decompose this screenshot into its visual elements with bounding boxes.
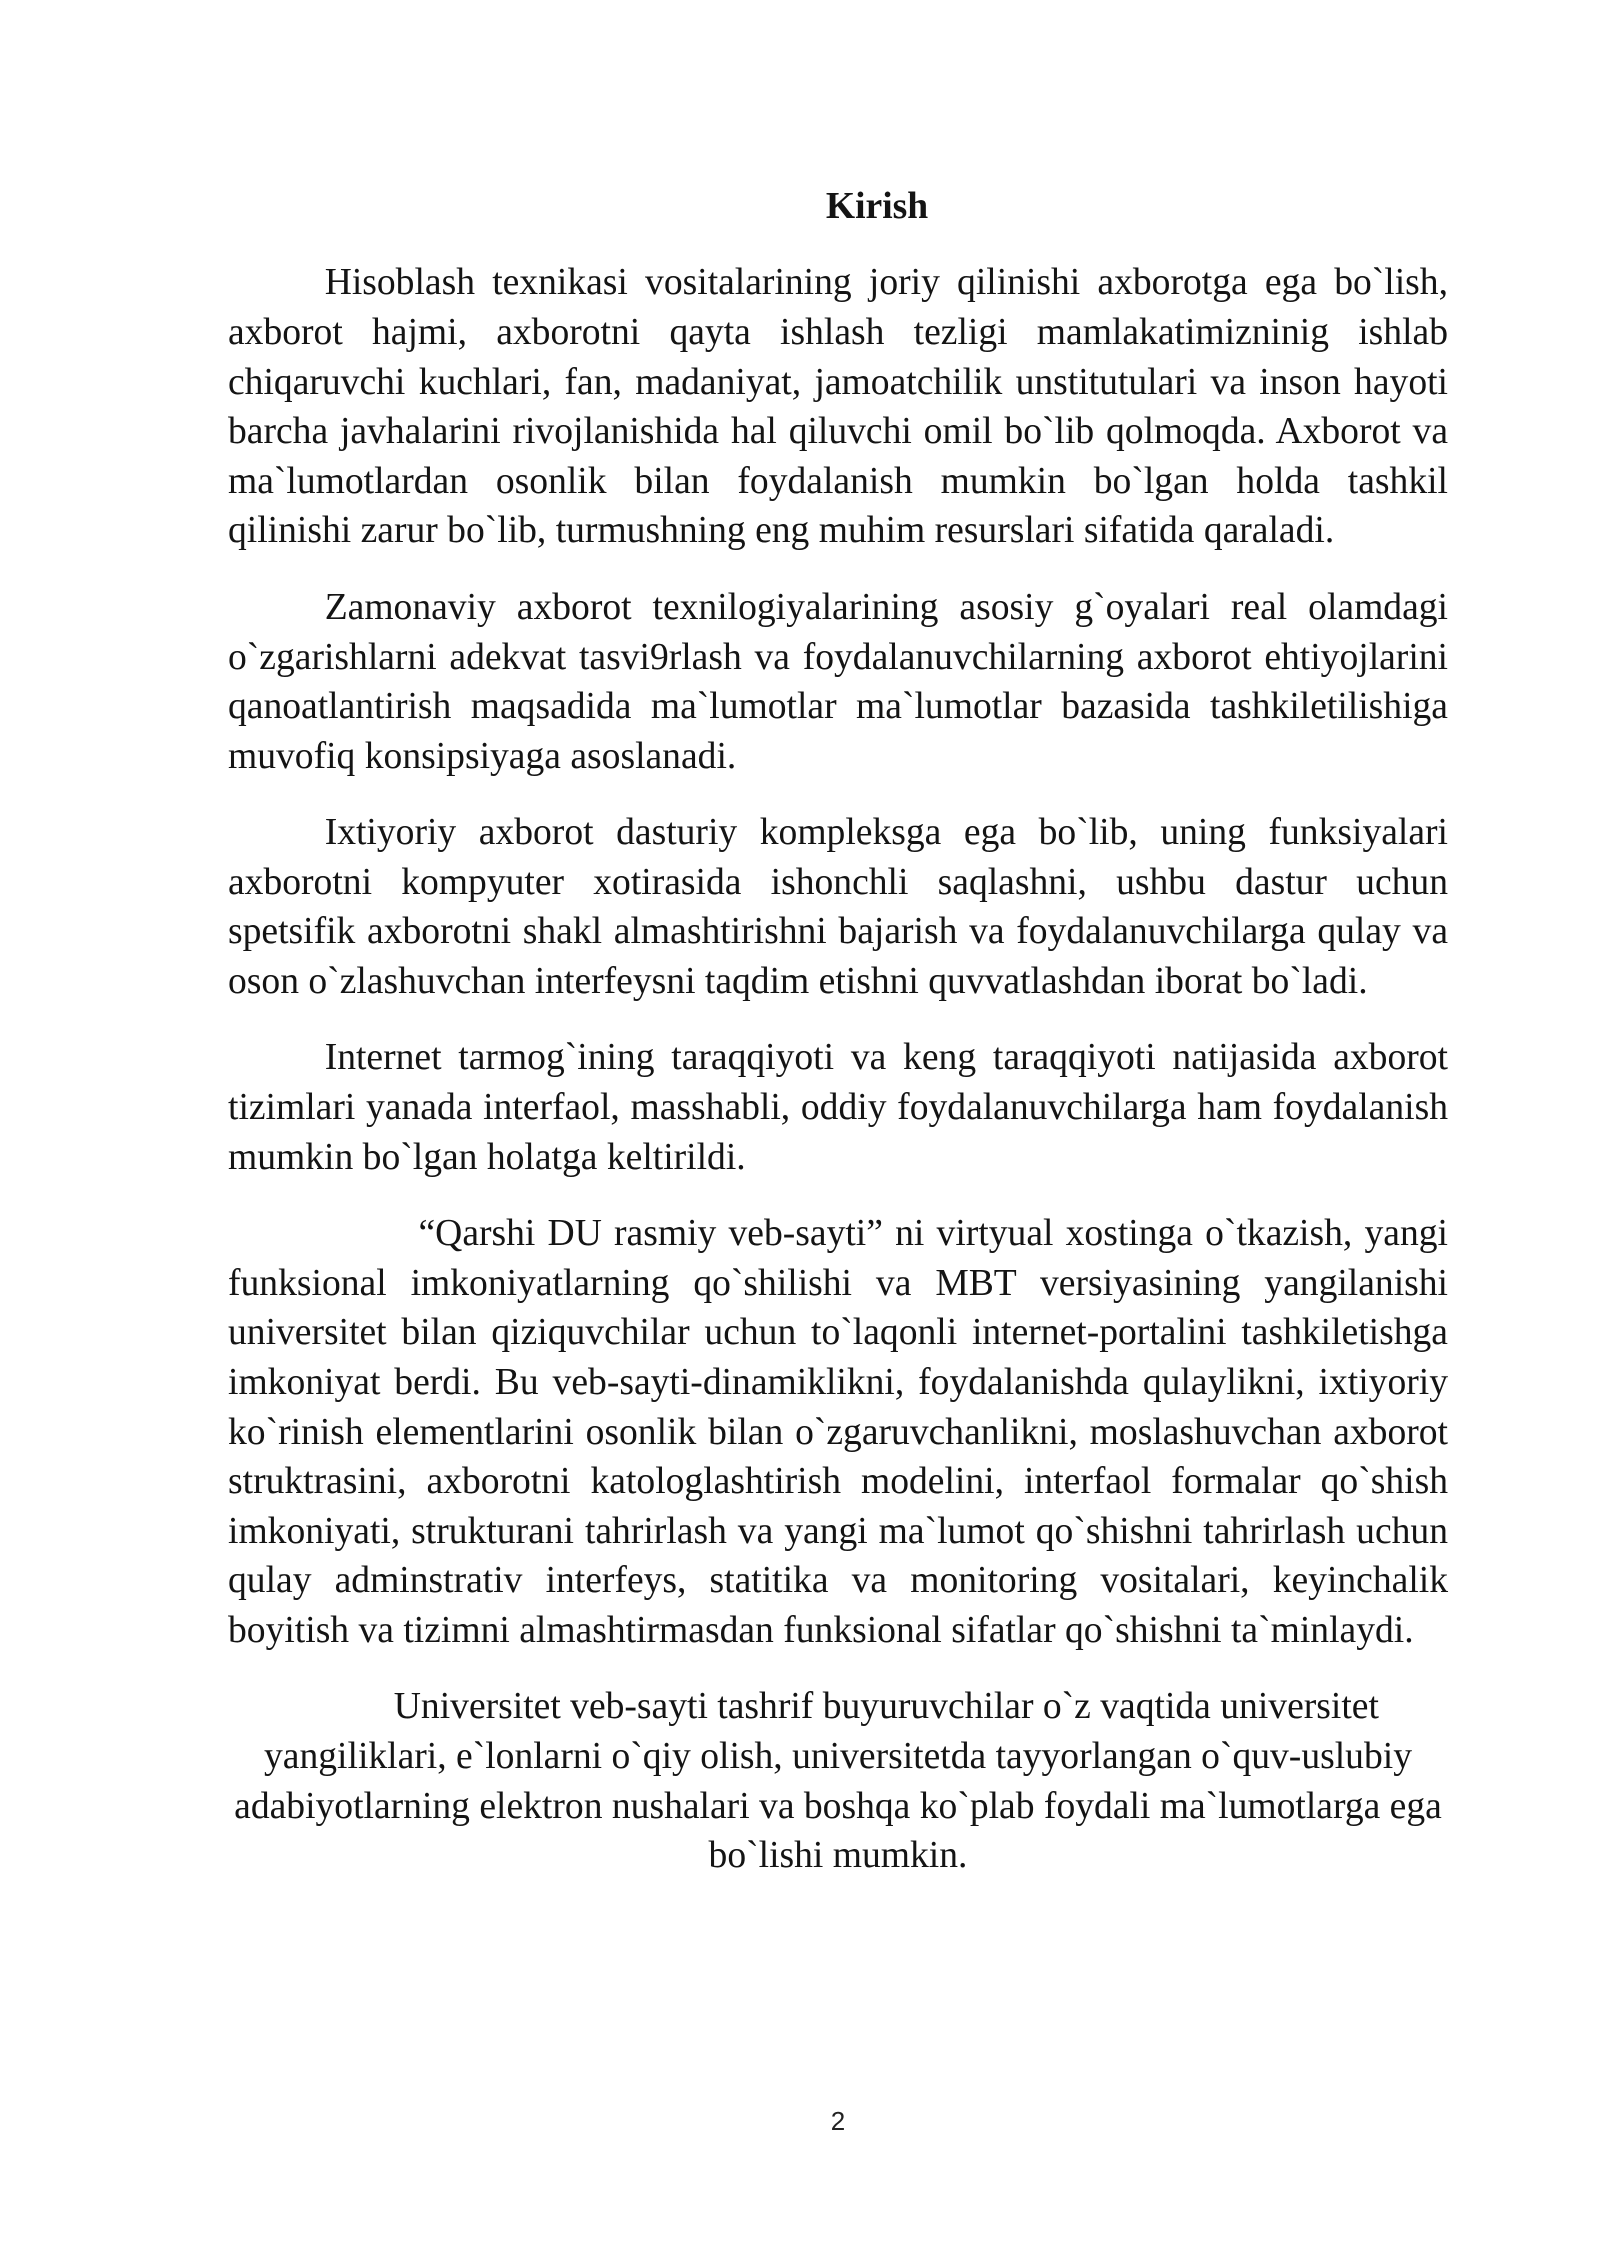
- text-line: chiqaruvchi kuchlari, fan, madaniyat, jamoatchilik unstitutulari va inson hayoti: [228, 361, 1448, 403]
- text-line: ko`rinish elementlarini osonlik bilan o`zgaruvchanlikni, moslashuvchan axborot: [228, 1411, 1448, 1453]
- paragraph-6: [228, 1682, 1448, 1880]
- text-line: struktrasini, axborotni katologlashtirish modelini, interfaol formalar qo`shish: [228, 1461, 1448, 1503]
- text-line: oson o`zlashuvchan interfeysni taqdim etishni quvvatlashdan iborat bo`ladi.: [228, 960, 1368, 1002]
- text-line: qanoatlantirish maqsadida ma`lumotlar ma`lumotlar bazasida tashkiletilishiga: [228, 686, 1448, 728]
- text-line: ma`lumotlardan osonlik bilan foydalanish mumkin bo`lgan holda tashkil: [228, 460, 1448, 502]
- text-line: imkoniyat berdi. Bu veb-sayti-dinamiklikni, foydalanishda qulaylikni, ixtiyoriy: [228, 1361, 1448, 1403]
- text-line: Ixtiyoriy axborot dasturiy kompleksga ega bo`lib, uning funksiyalari: [324, 812, 1448, 854]
- section-title: Kirish: [825, 186, 929, 227]
- text-line: bo`lishi mumkin.: [708, 1835, 968, 1877]
- text-line: muvofiq konsipsiyaga asoslanadi.: [228, 735, 737, 777]
- text-line: universitet bilan qiziquvchilar uchun to`laqonli internet-portalini tashkiletishga: [228, 1312, 1448, 1354]
- text-line: boyitish va tizimni almashtirmasdan funksional sifatlar qo`shishni ta`minlaydi.: [228, 1609, 1414, 1651]
- text-line: imkoniyati, strukturani tahrirlash va yangi ma`lumot qo`shishni tahrirlash uchun: [228, 1510, 1448, 1552]
- text-line: barcha javhalarini rivojlanishida hal qiluvchi omil bo`lib qolmoqda. Axborot va: [228, 411, 1448, 453]
- paragraph-3: [228, 808, 1448, 1006]
- text-line: Internet tarmog`ining taraqqiyoti va keng taraqqiyoti natijasida axborot: [324, 1037, 1448, 1079]
- text-line: axborot hajmi, axborotni qayta ishlash tezligi mamlakatimizninig ishlab: [228, 312, 1448, 354]
- paragraph-2: [228, 583, 1448, 781]
- text-line: o`zgarishlarni adekvat tasvi9rlash va foydalanuvchilarning axborot ehtiyojlarini: [228, 636, 1448, 678]
- text-line: Universitet veb-sayti tashrif buyuruvchilar o`z vaqtida universitet: [393, 1686, 1379, 1728]
- paragraph-4: [228, 1033, 1448, 1182]
- paragraph-5: [228, 1209, 1448, 1655]
- page-content: [228, 182, 1448, 1908]
- text-line: funksional imkoniyatlarning qo`shilishi va MBT versiyasining yangilanishi: [228, 1262, 1448, 1304]
- text-line: axborotni kompyuter xotirasida ishonchli saqlashni, ushbu dastur uchun: [228, 861, 1448, 903]
- text-line: qilinishi zarur bo`lib, turmushning eng muhim resurslari sifatida qaraladi.: [228, 510, 1335, 552]
- text-line: yangiliklari, e`lonlarni o`qiy olish, universitetda tayyorlangan o`quv-uslubiy: [264, 1735, 1412, 1777]
- text-line: “Qarshi DU rasmiy veb-sayti” ni virtyual xostinga o`tkazish, yangi: [418, 1213, 1448, 1255]
- text-line: qulay adminstrativ interfeys, statitika va monitoring vositalari, keyinchalik: [228, 1560, 1448, 1602]
- text-line: Zamonaviy axborot texnilogiyalarining asosiy g`oyalari real olamdagi: [324, 586, 1448, 628]
- text-line: adabiyotlarning elektron nushalari va boshqa ko`plab foydali ma`lumotlarga ega: [234, 1785, 1442, 1827]
- text-line: mumkin bo`lgan holatga keltirildi.: [228, 1136, 746, 1178]
- text-line: tizimlari yanada interfaol, masshabli, oddiy foydalanuvchilarga ham foydalanish: [228, 1087, 1448, 1129]
- page-number: 2: [830, 2106, 846, 2136]
- paragraph-1: [228, 258, 1448, 556]
- text-line: spetsifik axborotni shakl almashtirishni bajarish va foydalanuvchilarga qulay va: [228, 911, 1448, 953]
- text-line: Hisoblash texnikasi vositalarining joriy qilinishi axborotga ega bo`lish,: [324, 262, 1448, 304]
